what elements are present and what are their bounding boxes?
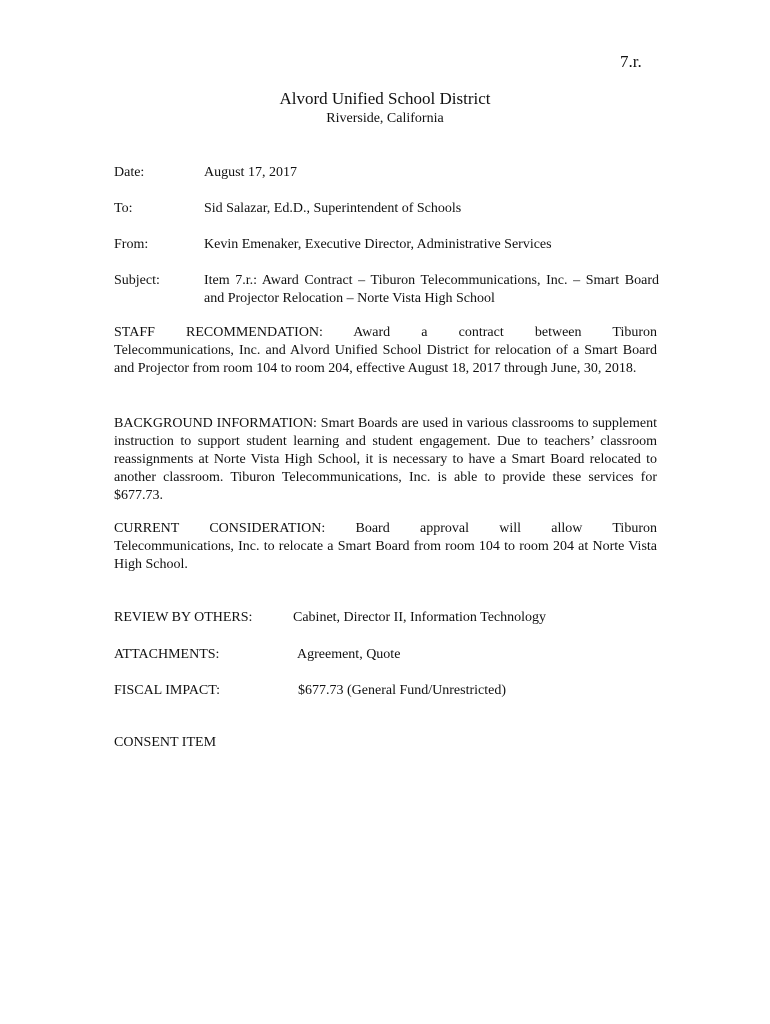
current-consideration-line-1: CURRENT CONSIDERATION: Board approval will allow Tiburon [114, 521, 657, 536]
fiscal-impact-label: FISCAL IMPACT: [114, 683, 221, 698]
memo-to-label: To: [114, 201, 133, 216]
background-information-paragraph: BACKGROUND INFORMATION: Smart Boards are used in various classrooms to supplement instruction to support student learning and student engagement. Due to teachers’ classroom reassignments at Norte Vista High School, it is necessary to have a Smart Board relocated to another classroom. Tiburon Telecommunications, Inc. is able to provide these services for $677.73. [114, 416, 657, 503]
fiscal-impact-value: $677.73 (General Fund/Unrestricted) [298, 683, 506, 698]
review-by-others-value: Cabinet, Director II, Information Technology [293, 610, 547, 625]
current-consideration-paragraph [114, 520, 657, 574]
district-location: Riverside, California [326, 111, 444, 126]
district-name: Alvord Unified School District [279, 89, 491, 108]
memo-to-value: Sid Salazar, Ed.D., Superintendent of Schools [204, 201, 462, 216]
memo-from-label: From: [114, 237, 149, 252]
staff-recommendation-text: Telecommunications, Inc. and Alvord Unified School District for relocation of a Smart Board and Projector from room 104 to room 204, effective August 18, 2017 through June, 30, 2018. [114, 343, 657, 376]
memo-subject-value: Item 7.r.: Award Contract – Tiburon Telecommunications, Inc. – Smart Board and Projector Relocation – Norte Vista High School [204, 273, 659, 306]
memo-subject-label: Subject: [114, 273, 160, 288]
memo-from-value: Kevin Emenaker, Executive Director, Administrative Services [204, 237, 552, 252]
memo-date-label: Date: [114, 165, 145, 180]
current-consideration-text: Telecommunications, Inc. to relocate a Smart Board from room 104 to room 204 at Norte Vista High School. [114, 539, 657, 572]
staff-recommendation-paragraph [114, 324, 657, 378]
staff-recommendation-line-1: STAFF RECOMMENDATION: Award a contract between Tiburon [114, 325, 657, 340]
agenda-item-number: 7.r. [620, 52, 642, 71]
consent-item-label: CONSENT ITEM [114, 735, 217, 750]
attachments-value: Agreement, Quote [297, 647, 401, 662]
attachments-label: ATTACHMENTS: [114, 647, 220, 662]
review-by-others-label: REVIEW BY OTHERS: [114, 610, 253, 625]
memo-date-value: August 17, 2017 [204, 165, 297, 180]
